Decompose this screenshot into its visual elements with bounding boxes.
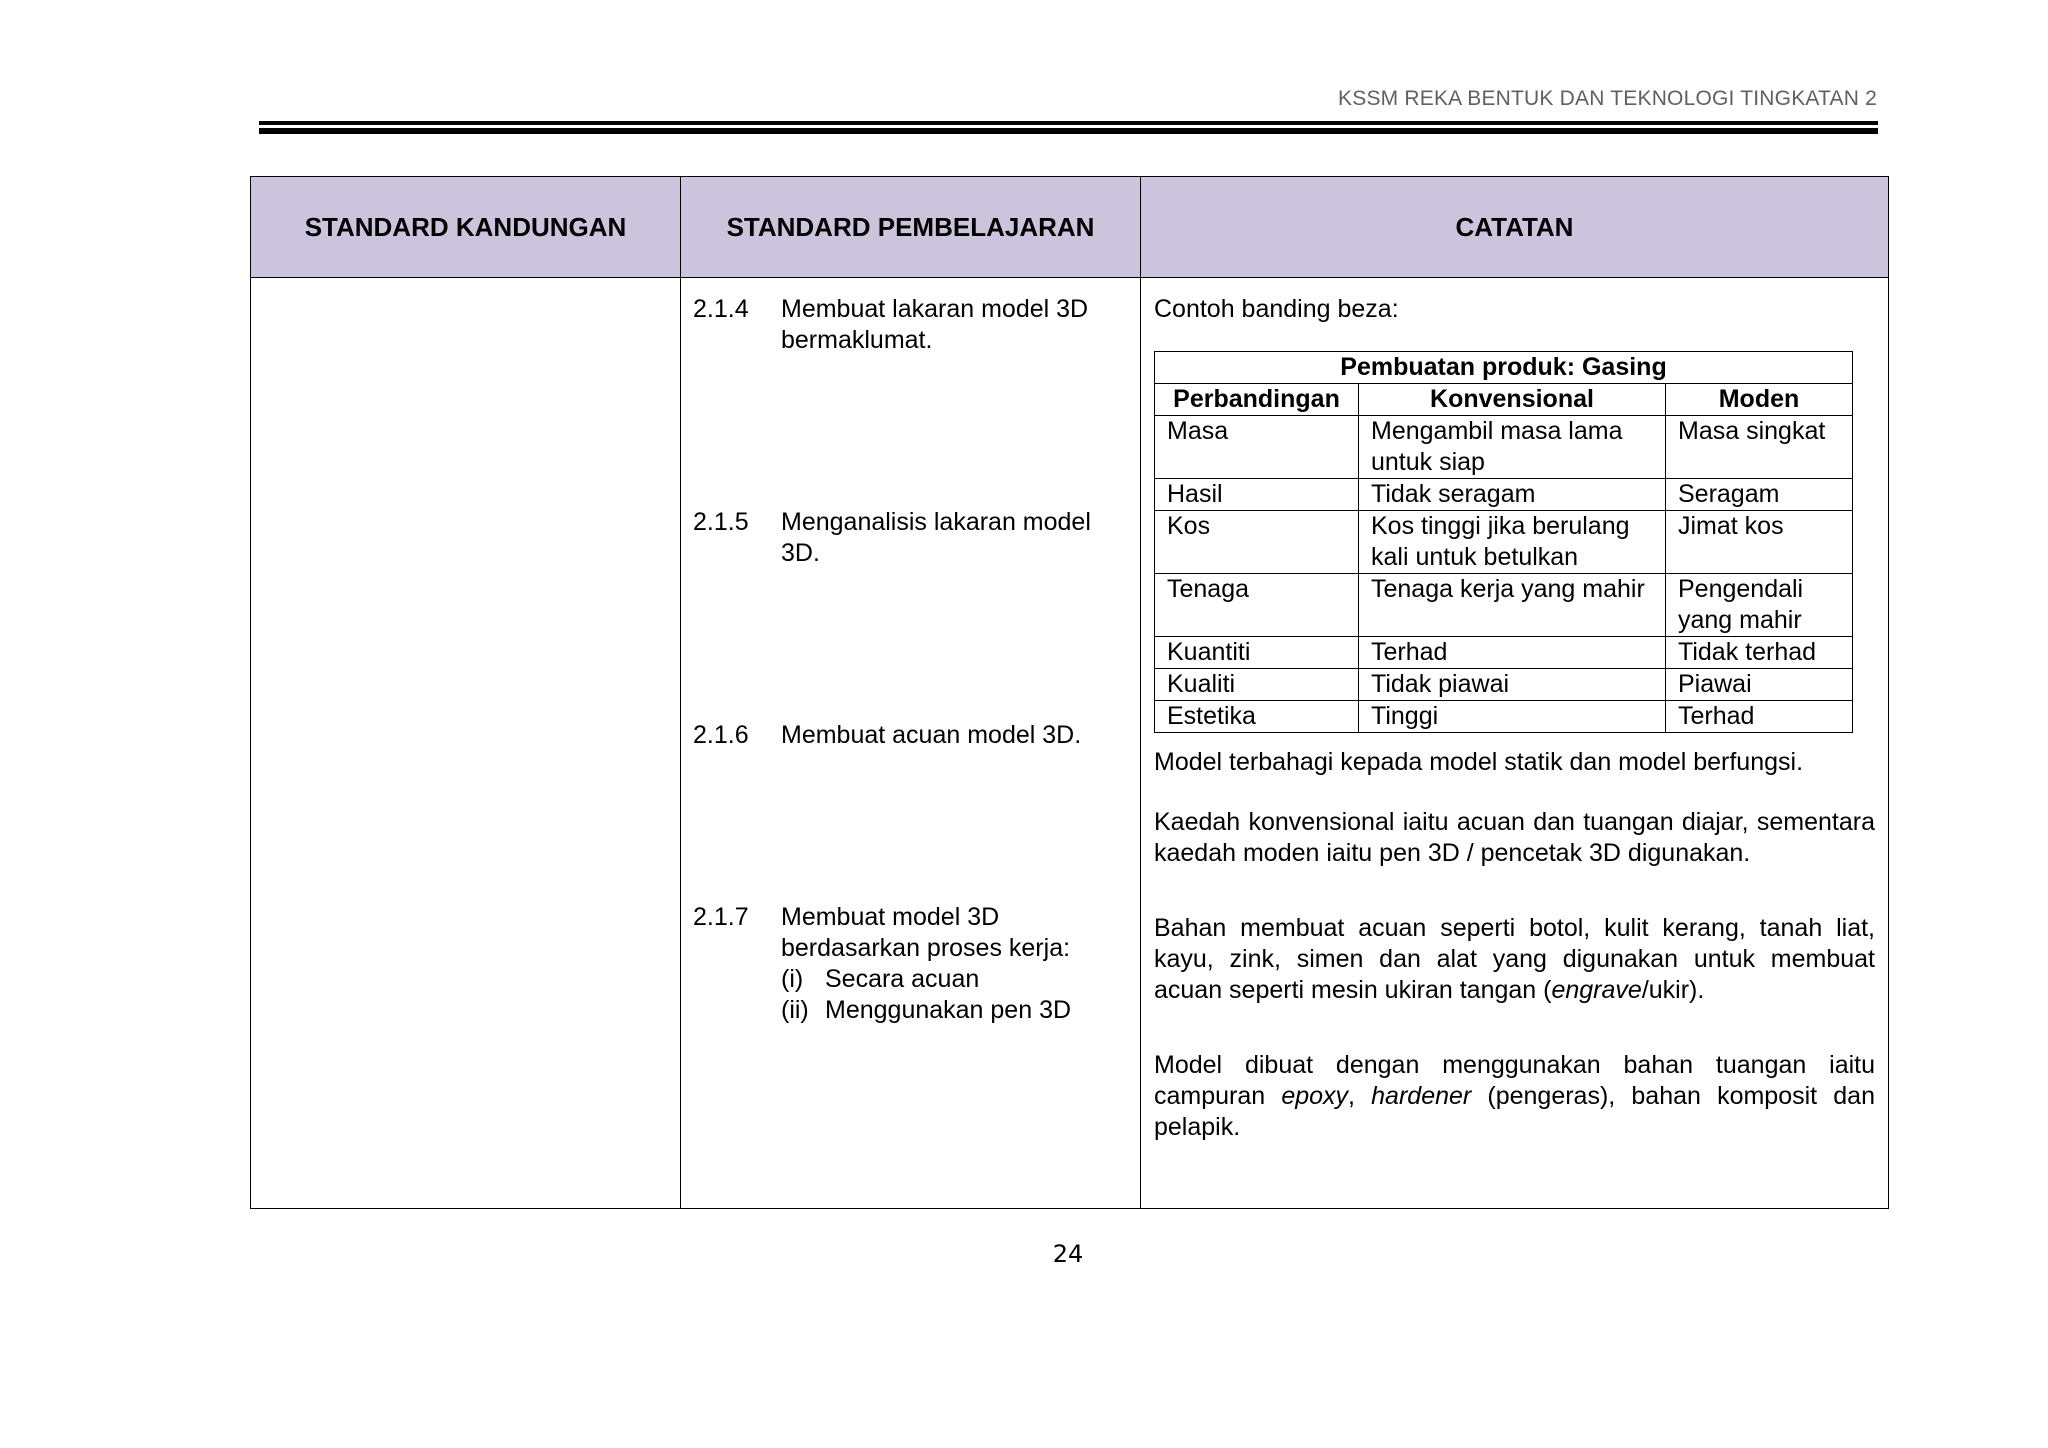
- header-rule-thick: [259, 121, 1878, 125]
- comparison-header: Moden: [1666, 384, 1853, 416]
- comparison-cell: Tenaga kerja yang mahir: [1359, 574, 1666, 637]
- sp-item-2-1-7: [693, 902, 1128, 1026]
- comparison-caption: Pembuatan produk: Gasing: [1155, 352, 1853, 384]
- comparison-cell: Pengendali yang mahir: [1666, 574, 1853, 637]
- comparison-cell: Kuantiti: [1155, 637, 1359, 669]
- sp-item-2-1-4: [693, 294, 1128, 356]
- sp-number: 2.1.4: [693, 295, 749, 323]
- comparison-cell: Estetika: [1155, 701, 1359, 733]
- header-row: [251, 177, 1889, 278]
- comparison-row: [1155, 669, 1853, 701]
- sp-subitem-ii: [781, 995, 1128, 1026]
- comparison-cell: Masa singkat: [1666, 416, 1853, 479]
- catatan-para-1: Model terbahagi kepada model statik dan model berfungsi.: [1154, 748, 1804, 776]
- standard-kandungan-cell: [251, 278, 681, 1209]
- comparison-cell: Piawai: [1666, 669, 1853, 701]
- comparison-row: [1155, 574, 1853, 637]
- col-standard-kandungan: STANDARD KANDUNGAN: [251, 177, 681, 278]
- comparison-cell: Kos tinggi jika berulang kali untuk betulkan: [1359, 511, 1666, 574]
- subitem-mark: (i): [781, 965, 804, 993]
- comparison-cell: Mengambil masa lama untuk siap: [1359, 416, 1666, 479]
- comparison-cell: Terhad: [1359, 637, 1666, 669]
- sp-number: 2.1.5: [693, 508, 749, 536]
- comparison-cell: Hasil: [1155, 479, 1359, 511]
- curriculum-table: [250, 176, 1889, 1209]
- comparison-cell: Masa: [1155, 416, 1359, 479]
- sp-number: 2.1.6: [693, 721, 749, 749]
- comparison-row: [1155, 416, 1853, 479]
- subitem-text: Secara acuan: [825, 965, 980, 993]
- sp-item-2-1-6: [693, 720, 1128, 751]
- running-header: KSSM REKA BENTUK DAN TEKNOLOGI TINGKATAN 2: [1338, 87, 1877, 110]
- subitem-text: Menggunakan pen 3D: [825, 996, 1072, 1024]
- comparison-header: Perbandingan: [1155, 384, 1359, 416]
- catatan-cell: [1141, 278, 1889, 1209]
- catatan-para-3: Bahan membuat acuan seperti botol, kulit kerang, tanah liat, kayu, zink, simen dan alat yang digunakan untuk membuat acuan seperti mesin ukiran tangan (engrave/ukir).: [1154, 914, 1875, 1004]
- comparison-row: [1155, 637, 1853, 669]
- comparison-header: Konvensional: [1359, 384, 1666, 416]
- header-rule-thin: [259, 128, 1878, 134]
- comparison-cell: Tidak seragam: [1359, 479, 1666, 511]
- comparison-cell: Jimat kos: [1666, 511, 1853, 574]
- comparison-cell: Tinggi: [1359, 701, 1666, 733]
- comparison-cell: Kualiti: [1155, 669, 1359, 701]
- comparison-cell: Tidak terhad: [1666, 637, 1853, 669]
- comparison-cell: Tenaga: [1155, 574, 1359, 637]
- body-row: [251, 278, 1889, 1209]
- comparison-row: [1155, 701, 1853, 733]
- catatan-intro: Contoh banding beza:: [1154, 295, 1399, 323]
- catatan-para-4: Model dibuat dengan menggunakan bahan tuangan iaitu campuran epoxy, hardener (pengeras), bahan komposit dan pelapik.: [1154, 1051, 1875, 1141]
- comparison-cell: Seragam: [1666, 479, 1853, 511]
- comparison-cell: Tidak piawai: [1359, 669, 1666, 701]
- standard-pembelajaran-cell: [681, 278, 1141, 1209]
- comparison-cell: Terhad: [1666, 701, 1853, 733]
- comparison-row: [1155, 511, 1853, 574]
- subitem-mark: (ii): [781, 996, 809, 1024]
- sp-number: 2.1.7: [693, 903, 749, 931]
- sp-text: Membuat model 3D berdasarkan proses kerja:: [781, 903, 1071, 962]
- comparison-table: [1154, 351, 1853, 733]
- sp-subitem-i: [781, 964, 1128, 995]
- page-number: 24: [1052, 1240, 1084, 1268]
- comparison-row: [1155, 479, 1853, 511]
- col-catatan: CATATAN: [1141, 177, 1889, 278]
- sp-text: Menganalisis lakaran model 3D.: [781, 508, 1091, 567]
- sp-text: Membuat lakaran model 3D bermaklumat.: [781, 295, 1089, 354]
- comparison-cell: Kos: [1155, 511, 1359, 574]
- catatan-para-2: Kaedah konvensional iaitu acuan dan tuangan diajar, sementara kaedah moden iaitu pen 3D / pencetak 3D digunakan.: [1154, 808, 1875, 867]
- sp-item-2-1-5: [693, 507, 1128, 569]
- sp-text: Membuat acuan model 3D.: [781, 721, 1082, 749]
- col-standard-pembelajaran: STANDARD PEMBELAJARAN: [681, 177, 1141, 278]
